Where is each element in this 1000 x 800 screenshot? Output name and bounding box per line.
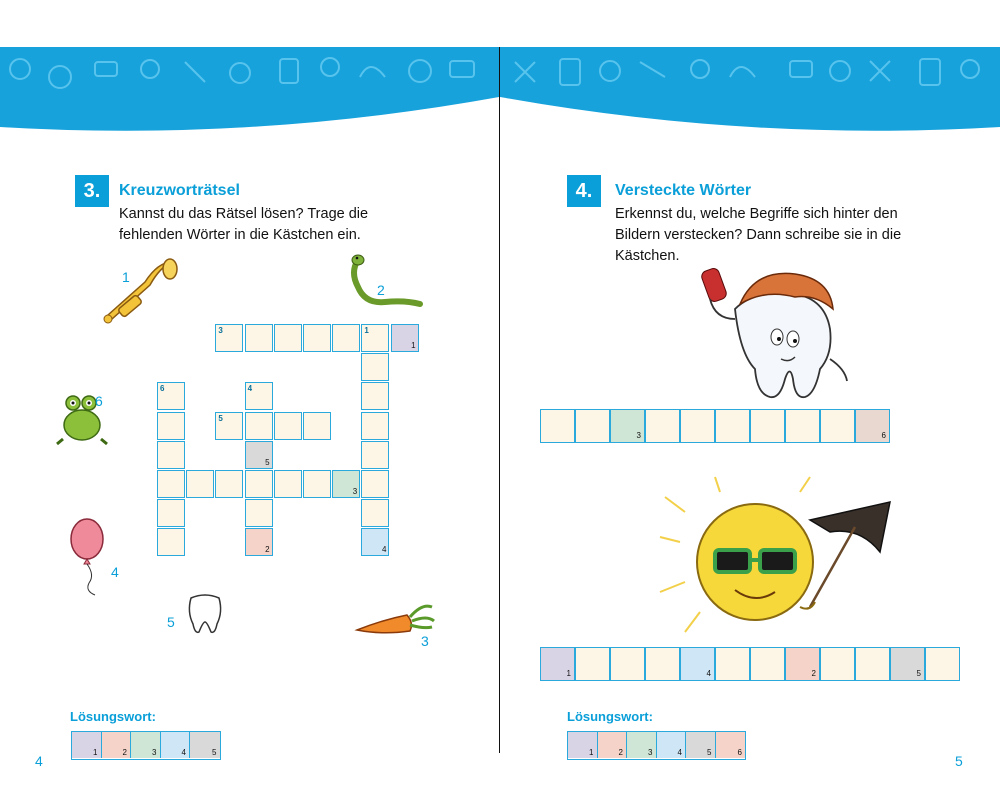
crossword-cell[interactable]	[186, 470, 214, 498]
word-row-1	[540, 409, 890, 443]
snake-label: 2	[377, 282, 385, 298]
solution-number: 1	[93, 748, 98, 757]
carrot-label: 3	[421, 633, 429, 649]
frog-label: 6	[95, 393, 103, 409]
crossword-cell[interactable]	[361, 353, 389, 381]
solution-number: 5	[212, 748, 217, 757]
balloon-icon	[65, 517, 115, 597]
solution-number: 1	[589, 748, 594, 757]
instruction-line: Erkennst du, welche Begriffe sich hinter den	[615, 206, 898, 222]
word-cell[interactable]	[890, 647, 925, 681]
word-cell[interactable]	[785, 409, 820, 443]
word-cell[interactable]	[785, 647, 820, 681]
crossword-cell[interactable]	[274, 470, 302, 498]
solution-mark: 3	[636, 431, 641, 440]
task-instruction	[119, 204, 368, 246]
solution-mark: 5	[265, 457, 270, 467]
word-cell[interactable]	[575, 647, 610, 681]
crossword-cell[interactable]	[157, 470, 185, 498]
solution-row	[567, 731, 746, 760]
solution-label: Lösungswort:	[70, 709, 156, 724]
word-cell[interactable]	[715, 647, 750, 681]
word-cell[interactable]	[715, 409, 750, 443]
solution-cell[interactable]	[161, 732, 191, 758]
solution-cell[interactable]	[72, 732, 102, 758]
header-banner	[0, 47, 499, 127]
word-cell[interactable]	[575, 409, 610, 443]
crossword-cell[interactable]	[245, 470, 273, 498]
solution-mark: 2	[265, 545, 270, 555]
tooth-brushing-hair-illustration	[695, 259, 855, 404]
solution-cell[interactable]	[131, 732, 161, 758]
solution-cell[interactable]	[686, 732, 716, 758]
solution-number: 2	[122, 748, 127, 757]
crossword-cell[interactable]	[245, 412, 273, 440]
clue-number: 5	[218, 413, 223, 423]
crossword-cell[interactable]	[245, 528, 273, 556]
crossword-cell[interactable]	[245, 324, 273, 352]
crossword-cell[interactable]	[303, 412, 331, 440]
solution-number: 2	[618, 748, 623, 757]
instruction-line: fehlenden Wörter in die Kästchen ein.	[119, 227, 361, 243]
task-title: Versteckte Wörter	[615, 182, 752, 199]
solution-number: 4	[181, 748, 186, 757]
solution-mark: 6	[881, 431, 886, 440]
solution-number: 4	[677, 748, 682, 757]
word-cell[interactable]	[680, 647, 715, 681]
tooth-label: 5	[167, 614, 175, 630]
clue-number: 1	[364, 326, 369, 335]
word-row-2	[540, 647, 960, 681]
word-cell[interactable]	[750, 409, 785, 443]
solution-cell[interactable]	[716, 732, 746, 758]
word-cell[interactable]	[855, 409, 890, 443]
crossword-cell[interactable]	[361, 441, 389, 469]
crossword-cell[interactable]	[157, 499, 185, 527]
solution-mark: 1	[411, 341, 416, 350]
crossword-cell[interactable]	[157, 412, 185, 440]
solution-mark: 1	[566, 669, 571, 678]
crossword-cell[interactable]	[245, 441, 273, 469]
sun-with-umbrella-illustration	[660, 482, 900, 642]
task-number-badge: 4.	[567, 175, 601, 207]
solution-cell[interactable]	[568, 732, 598, 758]
word-cell[interactable]	[645, 647, 680, 681]
solution-number: 3	[648, 748, 653, 757]
solution-mark: 3	[352, 487, 358, 496]
crossword-cell[interactable]	[361, 470, 389, 498]
task-title: Kreuzworträtsel	[119, 182, 240, 199]
crossword-cell[interactable]	[361, 412, 389, 440]
word-cell[interactable]	[820, 647, 855, 681]
crossword-cell[interactable]	[215, 470, 243, 498]
crossword-cell[interactable]	[157, 528, 185, 556]
crossword-cell[interactable]	[361, 382, 389, 410]
crossword-cell[interactable]	[245, 382, 273, 410]
crossword-cell[interactable]	[157, 441, 185, 469]
clue-number: 4	[247, 384, 253, 394]
clue-number: 3	[218, 326, 223, 335]
tooth-icon	[185, 592, 225, 637]
solution-number: 3	[152, 748, 157, 757]
solution-cell[interactable]	[657, 732, 687, 758]
crossword-cell[interactable]	[303, 324, 331, 352]
solution-number: 6	[737, 748, 742, 757]
page-number: 4	[35, 753, 43, 769]
crossword-cell[interactable]	[361, 324, 389, 352]
crossword-cell[interactable]	[274, 412, 302, 440]
solution-row	[71, 731, 221, 760]
word-cell[interactable]	[610, 647, 645, 681]
instruction-line: Kästchen.	[615, 248, 680, 264]
solution-mark: 4	[706, 669, 711, 678]
word-cell[interactable]	[680, 409, 715, 443]
left-page	[0, 47, 500, 769]
word-cell[interactable]	[540, 647, 575, 681]
solution-cell[interactable]	[190, 732, 220, 758]
solution-cell[interactable]	[102, 732, 132, 758]
solution-mark: 2	[811, 669, 816, 678]
task-number-badge: 3.	[75, 175, 109, 207]
crossword-cell[interactable]	[245, 499, 273, 527]
word-cell[interactable]	[610, 409, 645, 443]
instruction-line: Kannst du das Rätsel lösen? Trage die	[119, 206, 369, 222]
solution-cell[interactable]	[627, 732, 657, 758]
crossword-cell[interactable]	[361, 499, 389, 527]
word-cell[interactable]	[540, 409, 575, 443]
right-page	[500, 47, 1000, 769]
trumpet-label: 1	[122, 269, 130, 285]
crossword-cell[interactable]	[215, 324, 243, 352]
solution-cell[interactable]	[598, 732, 628, 758]
crossword-cell[interactable]	[215, 412, 243, 440]
word-cell[interactable]	[645, 409, 680, 443]
word-cell[interactable]	[855, 647, 890, 681]
task-instruction	[615, 204, 901, 267]
solution-mark: 5	[916, 669, 921, 678]
solution-label: Lösungswort:	[567, 709, 653, 724]
clue-number: 6	[160, 384, 165, 394]
header-banner	[500, 47, 1000, 127]
solution-mark: 4	[381, 545, 387, 555]
page-number: 5	[955, 753, 963, 769]
instruction-line: Bildern verstecken? Dann schreibe sie in die	[615, 227, 902, 243]
word-cell[interactable]	[820, 409, 855, 443]
crossword-cell[interactable]	[303, 470, 331, 498]
crossword-cell[interactable]	[361, 528, 389, 556]
balloon-label: 4	[111, 564, 119, 580]
crossword-cell[interactable]	[332, 470, 360, 498]
trumpet-icon	[100, 257, 180, 332]
crossword-cell[interactable]	[274, 324, 302, 352]
crossword-cell[interactable]	[391, 324, 419, 352]
word-cell[interactable]	[750, 647, 785, 681]
crossword-cell[interactable]	[157, 382, 185, 410]
crossword-cell[interactable]	[332, 324, 360, 352]
word-cell[interactable]	[925, 647, 960, 681]
solution-number: 5	[707, 748, 712, 757]
